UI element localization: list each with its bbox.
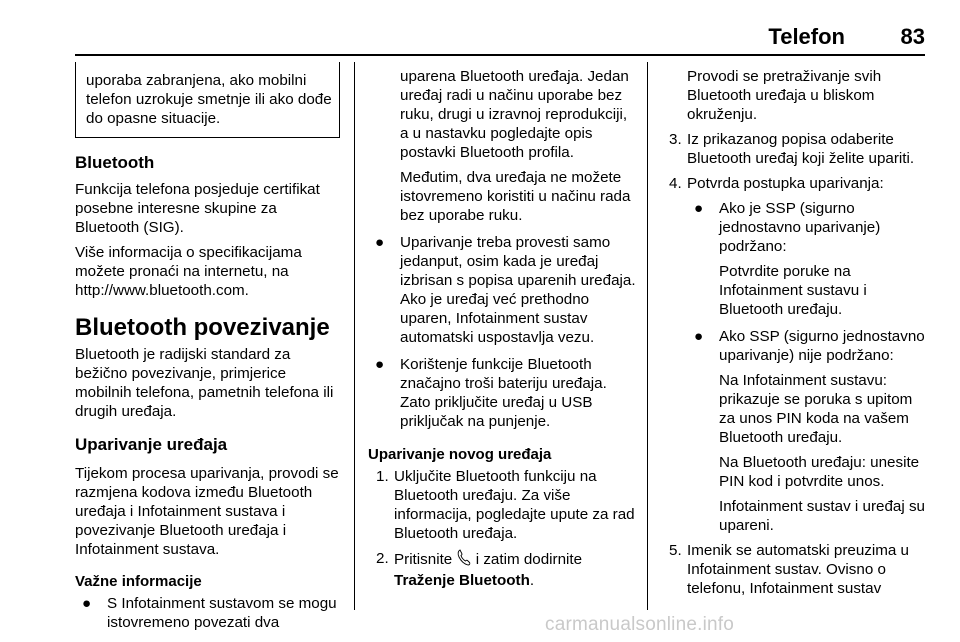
pairing-heading: Uparivanje uređaja — [75, 435, 228, 454]
phone-handset-icon — [456, 549, 471, 571]
bullet-dot: ● — [694, 200, 704, 217]
sub-paragraph: Infotainment sustav i uređaj su upareni. — [719, 498, 925, 534]
step-2 — [368, 549, 638, 590]
step-number: 3. — [669, 131, 682, 148]
list-item — [662, 199, 930, 256]
page-header — [75, 22, 925, 54]
step-text-end: . — [529, 572, 535, 589]
important-info-heading: Važne informacije — [75, 573, 202, 590]
bullet-dot: ● — [375, 234, 385, 251]
list-item — [368, 233, 638, 347]
step-text: Imenik se automatski preuzima u Infotainment sustav. Ovisno o telefonu, Infotainment sustav — [687, 542, 909, 597]
column-divider-2 — [647, 62, 648, 610]
column-3 — [662, 67, 930, 598]
sub-paragraph: Na Bluetooth uređaju: unesite PIN kod i potvrdite unos. — [719, 454, 920, 490]
sub-paragraph: Na Infotainment sustavu: prikazuje se poruka s upitom za unos PIN koda na vašem Bluetooth uređaju. — [719, 372, 913, 446]
step-number: 2. — [376, 550, 389, 567]
header-rule — [75, 54, 925, 56]
column-2 — [368, 67, 638, 590]
connection-heading: Bluetooth povezivanje — [75, 314, 330, 341]
bullet-dot: ● — [375, 356, 385, 373]
bluetooth-paragraph-1: Funkcija telefona posjeduje certifikat posebne interesne skupine za Bluetooth (SIG). — [75, 181, 320, 236]
step-text-pre: Pritisnite — [394, 551, 453, 568]
page-title: Telefon — [768, 24, 845, 49]
bullet-dot: ● — [82, 595, 92, 612]
step-text-mid: i zatim dodirnite — [475, 551, 583, 568]
page-number: 83 — [900, 24, 925, 49]
bullet-text: Korištenje funkcije Bluetooth značajno troši bateriju uređaja. Zato priključite uređaj u USB priključak na punjenje. — [400, 356, 607, 430]
step-text-bold: Traženje Bluetooth — [394, 572, 530, 589]
bluetooth-heading: Bluetooth — [75, 153, 155, 172]
warning-text: uporaba zabranjena, ako mobilni telefon uzrokuje smetnje ili ako dođe do opasne situacije. — [86, 72, 332, 127]
list-item — [368, 355, 638, 431]
new-pairing-heading: Uparivanje novog uređaja — [368, 446, 552, 463]
step-text: Potvrda postupka uparivanja: — [687, 175, 884, 192]
pairing-paragraph: Tijekom procesa uparivanja, provodi se razmjena kodova između Bluetooth uređaja i Infotainment sustava i povezivanje Bluetooth uređaja i Infotainment sustava. — [75, 465, 339, 558]
step-3 — [662, 130, 930, 168]
bullet-text: Ako je SSP (sigurno jednostavno uparivanje) podržano: — [719, 200, 881, 255]
step-5 — [662, 541, 930, 598]
step-text: Uključite Bluetooth funkciju na Bluetooth uređaju. Za više informacija, pogledajte upute za rad Bluetooth uređaja. — [394, 468, 635, 542]
step-1 — [368, 467, 638, 543]
bluetooth-paragraph-2: Više informacija o specifikacijama možete pronaći na internetu, na http://www.bluetooth.com. — [75, 244, 302, 299]
continued-text-2: Međutim, dva uređaja ne možete istovremeno koristiti u načinu rada bez uporabe ruku. — [400, 169, 631, 224]
column-divider-1 — [354, 62, 355, 610]
list-item — [75, 594, 340, 632]
step-text — [394, 549, 638, 590]
column-1 — [75, 62, 340, 632]
watermark: carmanualsonline.info — [545, 614, 735, 635]
warning-box — [75, 62, 340, 138]
bullet-dot: ● — [694, 328, 704, 345]
bullet-text: Uparivanje treba provesti samo jedanput, osim kada je uređaj izbrisan s popisa uparenih uređaja. Ako je uređaj već prethodno uparen, Infotainment sustav automatski uspostavlja vezu. — [400, 234, 636, 346]
step-number: 4. — [669, 175, 682, 192]
continued-text: uparena Bluetooth uređaja. Jedan uređaj radi u načinu uporabe bez ruku, drugi u izravnoj reprodukciji, a u nastavku pogledajte opis postavki Bluetooth profila. — [400, 68, 629, 161]
step-text: Iz prikazanog popisa odaberite Bluetooth uređaj koji želite upariti. — [687, 131, 915, 167]
continued-text: Provodi se pretraživanje svih Bluetooth uređaja u bliskom okruženju. — [687, 68, 882, 123]
bullet-text: Ako SSP (sigurno jednostavno uparivanje) nije podržano: — [719, 328, 925, 364]
sub-paragraph: Potvrdite poruke na Infotainment sustavu i Bluetooth uređaju. — [719, 263, 867, 318]
step-4 — [662, 174, 930, 193]
connection-paragraph: Bluetooth je radijski standard za bežično povezivanje, primjerice mobilnih telefona, pametnih telefona ili drugih uređaja. — [75, 346, 334, 420]
step-number: 5. — [669, 542, 682, 559]
bullet-text: S Infotainment sustavom se mogu istovremeno povezati dva — [107, 595, 337, 631]
list-item — [662, 327, 930, 365]
step-number: 1. — [376, 468, 389, 485]
